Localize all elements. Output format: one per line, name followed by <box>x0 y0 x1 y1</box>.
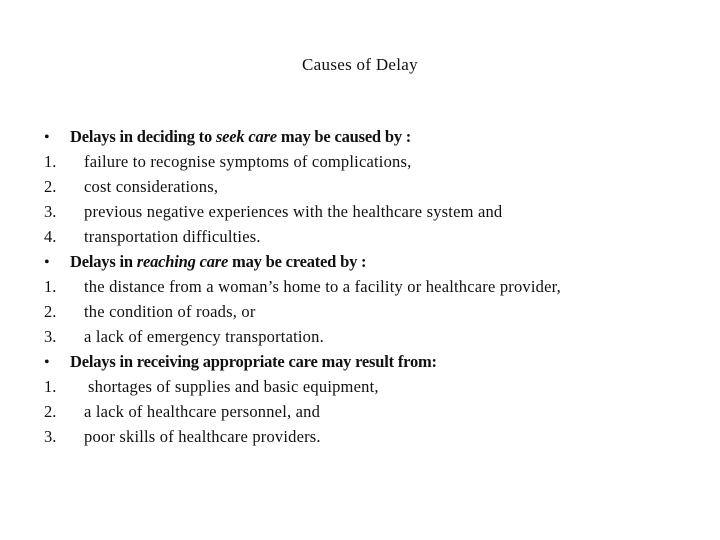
item-text: a lack of healthcare personnel, and <box>84 402 321 421</box>
item-text: cost considerations, <box>84 177 219 196</box>
list-item <box>44 374 704 399</box>
item-text: transportation difficulties. <box>84 227 261 246</box>
heading-emphasis: seek care <box>215 127 277 146</box>
item-text: failure to recognise symptoms of complications, <box>84 152 412 171</box>
item-text: poor skills of healthcare providers. <box>84 427 321 446</box>
bullet-marker: • <box>44 354 50 371</box>
item-number: 1. <box>44 152 57 171</box>
causes-list <box>44 124 704 449</box>
slide-title: Causes of Delay <box>302 55 418 74</box>
item-text: a lack of emergency transportation. <box>84 327 324 346</box>
item-number: 2. <box>44 302 57 321</box>
list-item <box>44 399 704 424</box>
heading-part: Delays in <box>70 252 137 271</box>
item-number: 3. <box>44 202 57 221</box>
item-number: 2. <box>44 177 57 196</box>
section-heading <box>44 249 704 274</box>
item-text: shortages of supplies and basic equipment, <box>88 377 379 396</box>
heading-part: Delays in deciding to <box>70 127 216 146</box>
section-heading-text <box>70 349 437 374</box>
section-heading-text <box>70 124 411 149</box>
item-number: 3. <box>44 427 57 446</box>
heading-part: may be created by : <box>228 252 367 271</box>
item-number: 2. <box>44 402 57 421</box>
list-item <box>44 199 704 224</box>
section-heading-text <box>70 249 366 274</box>
heading-emphasis: reaching care <box>136 252 229 271</box>
heading-part: may be caused by : <box>276 127 412 146</box>
item-number: 1. <box>44 277 57 296</box>
list-item <box>44 274 704 299</box>
list-item <box>44 224 704 249</box>
item-text: previous negative experiences with the healthcare system and <box>84 202 503 221</box>
item-number: 3. <box>44 327 57 346</box>
item-number: 1. <box>44 377 57 396</box>
heading-part: Delays in receiving appropriate care may result from: <box>70 352 437 371</box>
section-heading <box>44 124 704 149</box>
bullet-marker: • <box>44 129 50 146</box>
item-number: 4. <box>44 227 57 246</box>
item-text: the distance from a woman’s home to a facility or healthcare provider, <box>84 277 561 296</box>
bullet-marker: • <box>44 254 50 271</box>
list-item <box>44 174 704 199</box>
section-heading <box>44 349 704 374</box>
list-item <box>44 149 704 174</box>
item-text: the condition of roads, or <box>84 302 256 321</box>
list-item <box>44 299 704 324</box>
list-item <box>44 424 704 449</box>
list-item <box>44 324 704 349</box>
